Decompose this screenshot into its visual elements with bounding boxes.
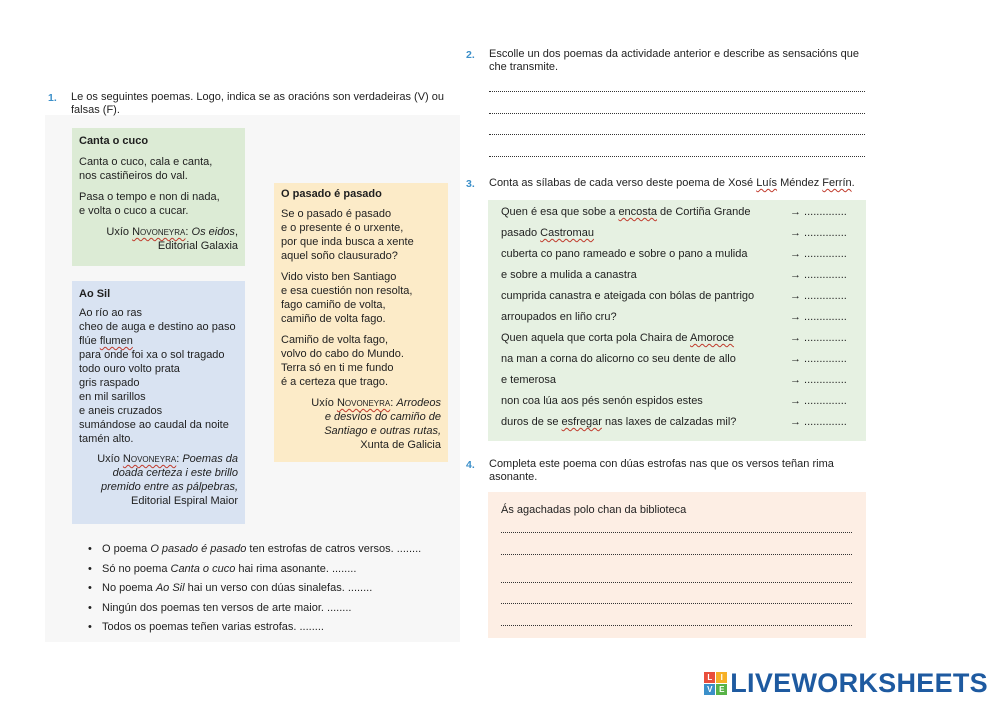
syllable-answer[interactable]: → .............. (790, 395, 847, 407)
poem-stanza (79, 190, 238, 218)
poem-title: Canta o cuco (79, 135, 149, 147)
work-title: Os eidos (191, 226, 235, 238)
q4-answer-line[interactable] (501, 554, 852, 555)
verse: é a certeza que trago. (281, 376, 389, 388)
verse: Ao río ao ras (79, 307, 142, 319)
verse-row: cuberta co pano rameado e sobre o pano a mulida → .............. (501, 247, 850, 268)
author-name: Novoneyra (132, 226, 186, 238)
verse: e volta o cuco a cucar. (79, 205, 189, 217)
author-prefix: Uxío (106, 226, 130, 238)
logo-icon: L I V E (704, 672, 727, 695)
syllable-answer[interactable]: → .............. (790, 227, 847, 239)
poem-title: O pasado é pasado (281, 188, 382, 200)
poem-source: Uxío Novoneyra: Poemas da doada certeza i este brillo premido entre as pálpebras, Editorial Espiral Maior (97, 453, 238, 507)
syllable-answer[interactable]: → .............. (790, 416, 847, 428)
q1-instruction: Le os seguintes poemas. Logo, indica se as oracións son verdadeiras (V) ou falsas (F). (71, 91, 444, 116)
q3-poem-box (488, 200, 866, 441)
q4-instruction: Completa este poema con dúas estrofas nas que os versos teñan rima asonante. (489, 458, 834, 483)
work-title: Poemas da (182, 453, 238, 465)
poem-stanza (281, 333, 441, 389)
q2-instruction: Escolle un dos poemas da actividade anterior e describe as sensacións que che transmite. (489, 48, 859, 73)
author-prefix: Uxío (311, 397, 334, 409)
syllable-answer[interactable]: → .............. (790, 206, 847, 218)
q2-answer-line[interactable] (489, 134, 865, 135)
verse: para onde foi xa o sol tragado (79, 349, 225, 361)
verse: en mil sarillos (79, 391, 146, 403)
verse: flúe flumen (79, 335, 133, 347)
verse-row: Quen é esa que sobe a encosta de Cortiña Grande → .............. (501, 205, 850, 226)
publisher: Editorial Espiral Maior (131, 495, 238, 507)
poem-title: Ao Sil (79, 288, 111, 300)
q2-number: 2. (466, 49, 475, 61)
work-title: doada certeza i este brillo (112, 467, 238, 479)
verse: e aneis cruzados (79, 405, 163, 417)
work-title: Arrodeos (396, 397, 441, 409)
q4-first-line: Ás agachadas polo chan da biblioteca (501, 504, 687, 516)
poem-ao-sil (72, 281, 245, 524)
author-name: Novoneyra (122, 453, 177, 465)
verse: Pasa o tempo e non di nada, (79, 191, 220, 203)
poem-stanza (79, 155, 238, 183)
logo-text: LIVEWORKSHEETS (730, 667, 988, 698)
statement-item[interactable]: • Só no poema Canta o cuco hai rima asonante. ........ (88, 562, 448, 582)
verse-row: non coa lúa aos pés senón espidos estes → .............. (501, 394, 850, 415)
verse: aquel soño clausurado? (281, 250, 398, 262)
author-prefix: Uxío (97, 453, 120, 465)
liveworksheets-logo (704, 667, 988, 698)
publisher: Xunta de Galicia (360, 439, 441, 451)
q1-number: 1. (48, 92, 57, 104)
q3-number: 3. (466, 178, 475, 190)
verse: fago camiño de volta, (281, 299, 386, 311)
verse-row: arroupados en liño cru? → .............. (501, 310, 850, 331)
statement-item[interactable]: • Ningún dos poemas ten versos de arte maior. ........ (88, 601, 448, 621)
work-title: e desvíos do camiño de (324, 411, 441, 423)
verse: Vido visto ben Santiago (281, 271, 397, 283)
q4-poem-box (488, 492, 866, 638)
poem-canta-o-cuco (72, 128, 245, 266)
statement-item[interactable]: • O poema O pasado é pasado ten estrofas de catros versos. ........ (88, 542, 448, 562)
verse: todo ouro volto prata (79, 363, 180, 375)
verse-row: Quen aquela que corta pola Chaira de Amoroce → .............. (501, 331, 850, 352)
verse: sumándose ao caudal da noite (79, 419, 229, 431)
poem-o-pasado-e-pasado (274, 183, 448, 462)
work-title: Santiago e outras rutas, (324, 425, 441, 437)
syllable-answer[interactable]: → .............. (790, 269, 847, 281)
verse: por que inda busca a xente (281, 236, 414, 248)
q1-statements (88, 542, 448, 640)
q2-answer-line[interactable] (489, 91, 865, 92)
verse-row: duros de se esfregar nas laxes de calzadas mil? → .............. (501, 415, 850, 436)
syllable-answer[interactable]: → .............. (790, 290, 847, 302)
poem-source: Uxío Novoneyra: Os eidos, Editorial Galaxia (106, 226, 238, 252)
syllable-answer[interactable]: → .............. (790, 353, 847, 365)
verse-row: na man a corna do alicorno co seu dente de allo → .............. (501, 352, 850, 373)
verse: volvo do cabo do Mundo. (281, 348, 404, 360)
verse: cheo de auga e destino ao paso (79, 321, 236, 333)
verse: nos castiñeiros do val. (79, 170, 188, 182)
author-name: Novoneyra (336, 397, 391, 409)
poem-stanza (281, 270, 441, 326)
verse: Se o pasado é pasado (281, 208, 392, 220)
q4-answer-line[interactable] (501, 625, 852, 626)
statement-item[interactable]: • Todos os poemas teñen varias estrofas. ........ (88, 620, 448, 640)
verse: Canta o cuco, cala e canta, (79, 156, 213, 168)
verse-row: e sobre a mulida a canastra → .............. (501, 268, 850, 289)
syllable-answer[interactable]: → .............. (790, 332, 847, 344)
syllable-answer[interactable]: → .............. (790, 248, 847, 260)
publisher: Editorial Galaxia (157, 240, 238, 252)
verse: Camiño de volta fago, (281, 334, 389, 346)
q4-number: 4. (466, 459, 475, 471)
syllable-answer[interactable]: → .............. (790, 311, 847, 323)
verse: tamén alto. (79, 433, 134, 445)
poem-stanza (281, 207, 441, 263)
q4-answer-line[interactable] (501, 582, 852, 583)
q2-answer-line[interactable] (489, 113, 865, 114)
q4-answer-line[interactable] (501, 603, 852, 604)
verse: e esa cuestión non resolta, (281, 285, 413, 297)
verse: e o presente é o urxente, (281, 222, 404, 234)
verse-row: e temerosa → .............. (501, 373, 850, 394)
verse: gris raspado (79, 377, 140, 389)
verse: camiño de volta fago. (281, 313, 386, 325)
q2-answer-line[interactable] (489, 156, 865, 157)
verse-row: cumprida canastra e ateigada con bólas de pantrigo → .............. (501, 289, 850, 310)
syllable-answer[interactable]: → .............. (790, 374, 847, 386)
work-title: premido entre as pálpebras, (101, 481, 238, 493)
verse: Terra só en ti me fundo (281, 362, 394, 374)
statement-item[interactable]: • No poema Ao Sil hai un verso con dúas sinalefas. ........ (88, 581, 448, 601)
q4-answer-line[interactable] (501, 532, 852, 533)
poem-source: Uxío Novoneyra: Arrodeos e desvíos do camiño de Santiago e outras rutas, Xunta de Galicia (311, 397, 441, 451)
q3-instruction: Conta as sílabas de cada verso deste poema de Xosé Luís Méndez Ferrín. (489, 177, 855, 189)
poem-stanza (79, 306, 238, 446)
verse-row: pasado Castromau → .............. (501, 226, 850, 247)
